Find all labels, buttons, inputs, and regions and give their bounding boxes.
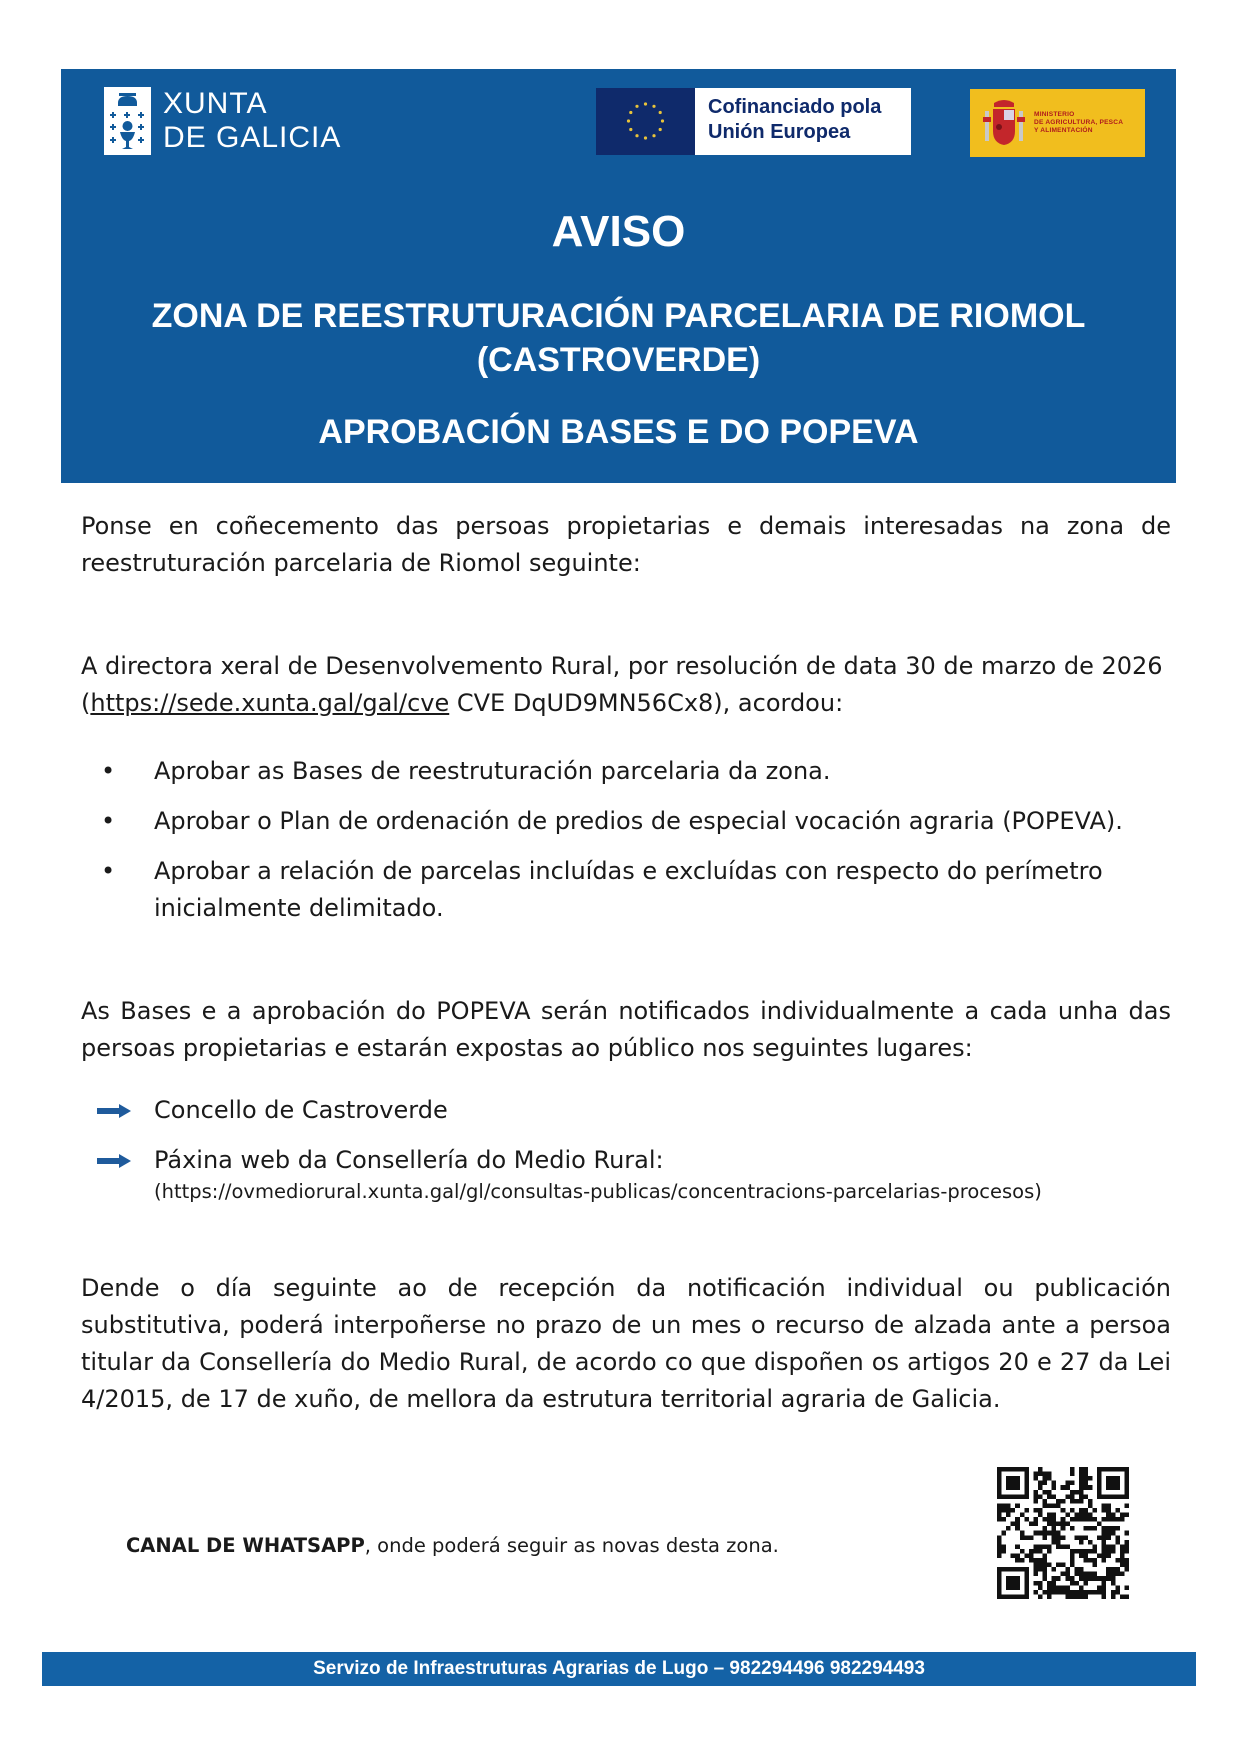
arrow-right-icon [97,1154,131,1168]
xunta-line2: DE GALICIA [163,121,342,154]
arrow-right-icon [97,1104,131,1118]
resolution-bullet-list [81,753,1181,940]
eu-line1: Cofinanciado pola [708,96,882,118]
notice-title: AVISO [551,207,686,256]
bullet-text: Aprobar a relación de parcelas incluídas e excluídas con respecto do perímetro inicialmente delimitado. [154,857,1103,922]
resolution-text-before: A directora xeral de Desenvolvemento Rural, por resolución de data 30 de marzo de 2026 ( [81,652,1163,717]
zone-title-line1: ZONA DE REESTRUTURACIÓN PARCELARIA DE RIOMOL [151,297,1086,335]
intro-paragraph: Ponse en coñecemento das persoas propietarias e demais interesadas na zona de reestruturación parcelaria de Riomol seguinte: [81,512,1171,577]
exposure-places-list [97,1092,1187,1220]
place-label: Páxina web da Consellería do Medio Rural: [154,1146,664,1174]
zone-title-line2: (CASTROVERDE) [476,341,761,379]
bullet-item [81,853,1181,927]
header-banner [61,69,1176,483]
ministry-logo [970,89,1145,157]
bullet-item [81,753,1181,790]
place-item [97,1092,1187,1129]
bullet-icon: • [101,757,116,785]
footer-contact-bar: Servizo de Infraestruturas Agrarias de Lugo – 982294496 982294493 [42,1652,1196,1686]
whatsapp-note-text: , onde poderá seguir as novas desta zona. [364,1534,779,1557]
place-label: Concello de Castroverde [154,1096,448,1124]
ministry-text [1034,111,1123,135]
appeal-paragraph: Dende o día seguinte ao de recepción da notificación individual ou publicación substitutiva, poderá interpoñerse no prazo de un mes o recurso de alzada ante a persoa titular da Consellería do Medio Rural, de acordo co que dispoñen os artigos 20 e 27 da Lei 4/2015, de 17 de xuño, de mellora da estrutura territorial agraria de Galicia. [81,1274,1171,1413]
whatsapp-qr-code[interactable] [997,1466,1129,1600]
eu-flag-icon [596,88,695,155]
eu-cofinanced-logo [596,88,911,155]
bullet-icon: • [101,807,116,835]
notification-paragraph: As Bases e a aprobación do POPEVA serán notificados individualmente a cada unha das persoas propietarias e estarán expostas ao público nos seguintes lugares: [81,997,1171,1062]
resolution-paragraph [81,648,1171,722]
spain-coat-of-arms-icon [982,97,1026,149]
eu-line2: Unión Europea [708,121,851,143]
consulta-url-link[interactable]: (https://ovmediorural.xunta.gal/gl/consultas-publicas/concentracions-parcelarias-procesos) [154,1180,1042,1203]
whatsapp-note [126,1534,779,1557]
bullet-text: Aprobar as Bases de reestruturación parcelaria da zona. [154,757,831,785]
eu-cofinanced-text [695,88,881,155]
xunta-emblem-icon [104,87,151,155]
xunta-wordmark [163,87,341,155]
bullet-item [81,803,1181,840]
notice-subtitle: APROBACIÓN BASES E DO POPEVA [318,413,919,451]
resolution-text-after: CVE DqUD9MN56Cx8), acordou: [449,689,844,717]
ministry-line1: MINISTERIO [1034,111,1075,118]
whatsapp-channel-label: CANAL DE WHATSAPP [126,1534,365,1557]
zone-title [61,294,1176,382]
xunta-line1: XUNTA [163,87,268,120]
bullet-icon: • [101,857,116,885]
place-item [97,1142,1187,1207]
bullet-text: Aprobar o Plan de ordenación de predios de especial vocación agraria (POPEVA). [154,807,1123,835]
cve-link[interactable]: https://sede.xunta.gal/gal/cve [90,689,450,717]
ministry-line3: Y ALIMENTACIÓN [1034,127,1093,134]
ministry-line2: DE AGRICULTURA, PESCA [1034,119,1124,126]
